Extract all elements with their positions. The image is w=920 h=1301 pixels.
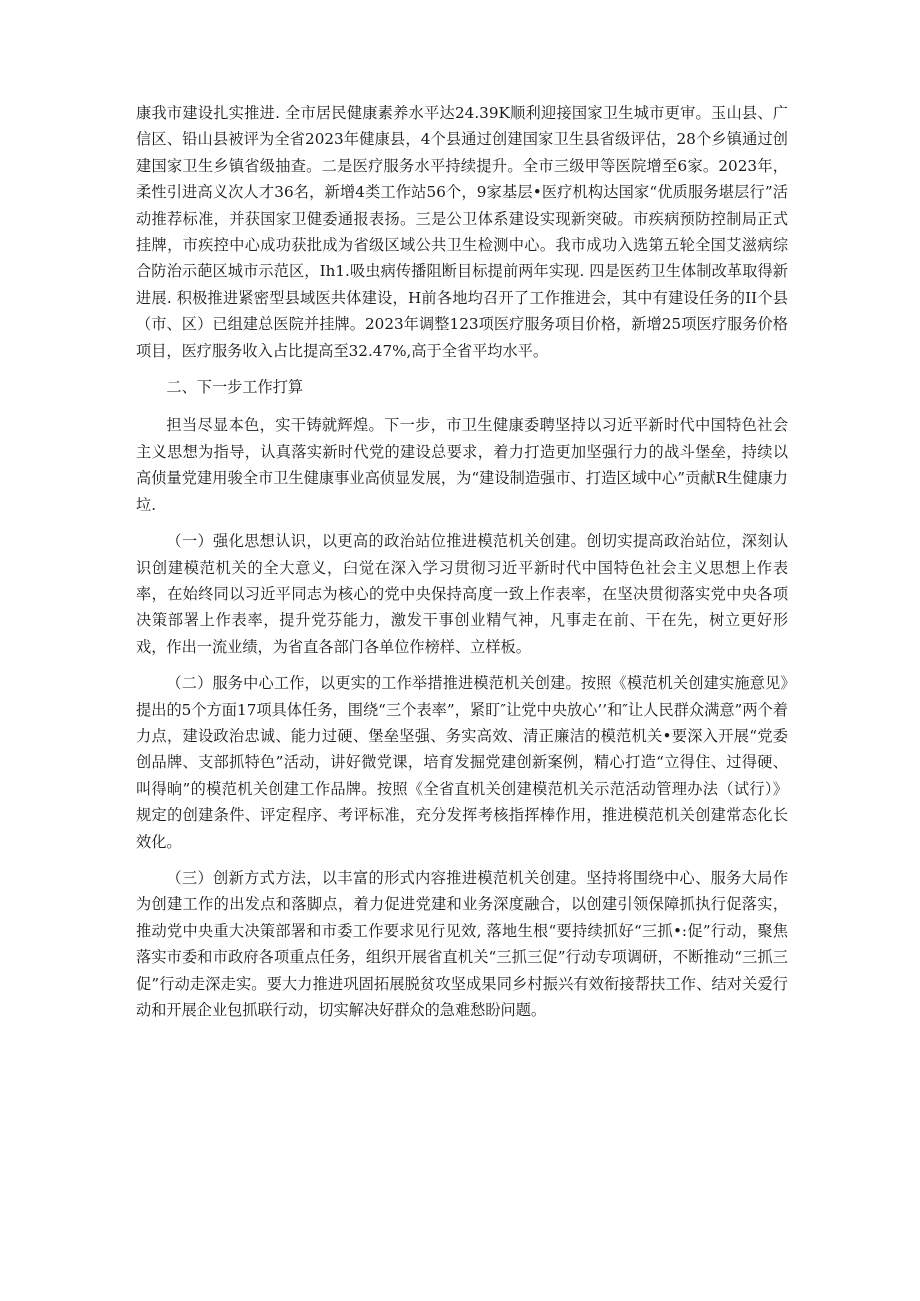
section-heading-next-steps: 二、下一步工作打算 <box>166 378 304 397</box>
paragraph-item-three: （三）创新方式方法，以丰富的形式内容推进模范机关创建。坚持将围绕中心、服务大局作为创建工作的出发点和落脚点，着力促进党建和业务深度融合，以创建引领保障抓执行促落实，推动党中央重大决策部署和市委工作要求见行见效, 落地生根“要持续抓好“三抓•:促”行动，聚焦落实市委和市政府各项重点任务，组织开展省直机关“三抓三促”行动专项调研，不断推动“三抓三促”行动走深走实。要大力推进巩固拓展脱贫攻坚成果同乡村振兴有效衔接帮扶工作、结对关爱行动和开展企业包抓联行动，切实解决好群众的急难愁盼问题。 <box>136 868 788 1019</box>
paragraph-item-two: （二）服务中心工作，以更实的工作举措推进模范机关创建。按照《模范机关创建实施意见》提出的5个方面17项具体任务，围绕“三个表率”，紧盯″让党中央放心’’和″让人民群众满意”两个着力点，建设政治忠诚、能力过硬、堡垒坚强、务实高效、清正廉洁的模范机关•要深入开展“党委创品牌、支部抓特色”活动，讲好微党课，培育发掘党建创新案例，精心打造“立得住、过得硬、叫得晌”的模范机关创建工作品牌。按照《全省直机关创建模范机关示范活动管理办法（试行）》规定的创建条件、评定程序、考评标准，充分发挥考核指挥棒作用，推进模范机关创建常态化长效化。 <box>136 674 788 851</box>
paragraph-item-one: （一）强化思想认识，以更高的政治站位推进模范机关创建。创切实提高政治站位，深刻认识创建模范机关的全大意义，臼觉在深入学习贯彻习近平新时代中国特色社会主义思想上作表率，在始终同以习近平同志为核心的党中央保持高度一致上作表率，在坚决贯彻落实党中央各项决策部署上作表率，提升党芬能力，激发干事创业精气神，凡事走在前、干在先，树立更好形戏，作出一流业绩，为省直各部门各单位作榜样、立样板。 <box>136 532 788 656</box>
paragraph-health-achievements: 康我市建设扎实推进. 全市居民健康素养水平达24.39K顺利迎接国家卫生城市更审。玉山县、广信区、铅山县被评为全省2023年健康县，4个县通过创建国家卫生县省级评估，28个乡镇通过创建国家卫生乡镇省级抽查。二是医疗服务水平持续提升。全市三级甲等医院增至6家。2023年，柔性引进高义次人才36名，新增4类工作站56个，9家基层•医疗机构达国家“优质服务堪层行”活动推荐标准，并获国家卫健委通报表扬。三是公卫体系建设实现新突破。市疾病预防控制局正式挂牌，市疾控中心成功获批成为省级区域公共卫生检测中心。我市成功入选第五轮全国艾滋病综合防治示葩区城市示范区，Ih1.吸虫病传播阻断目标提前两年实现. 四是医药卫生体制改革取得新进展. 积极推进紧密型县域医共体建设，H前各地均召开了工作推进会，其中有建设任务的II个县（市、区）已组建总医院并挂牌。2023年调整123项医疗服务项目价格，新增25项医疗服务价格项目，医疗服务收入占比提高至32.47%,高于全省平均水平。 <box>136 104 788 360</box>
paragraph-next-steps-intro: 担当尽显本色，实干铸就辉煌。下一步，市卫生健康委聘坚持以习近平新时代中国特色社会主义思想为指导，认真落实新时代党的建设总要求，着力打造更加坚强行力的战斗堡垒，持续以高侦量党建用骏全市卫生健康事业高侦显发展，为“建设制造强市、打造区域中心”贡献R生健康力垃. <box>136 416 788 514</box>
document-body <box>136 100 788 1033</box>
